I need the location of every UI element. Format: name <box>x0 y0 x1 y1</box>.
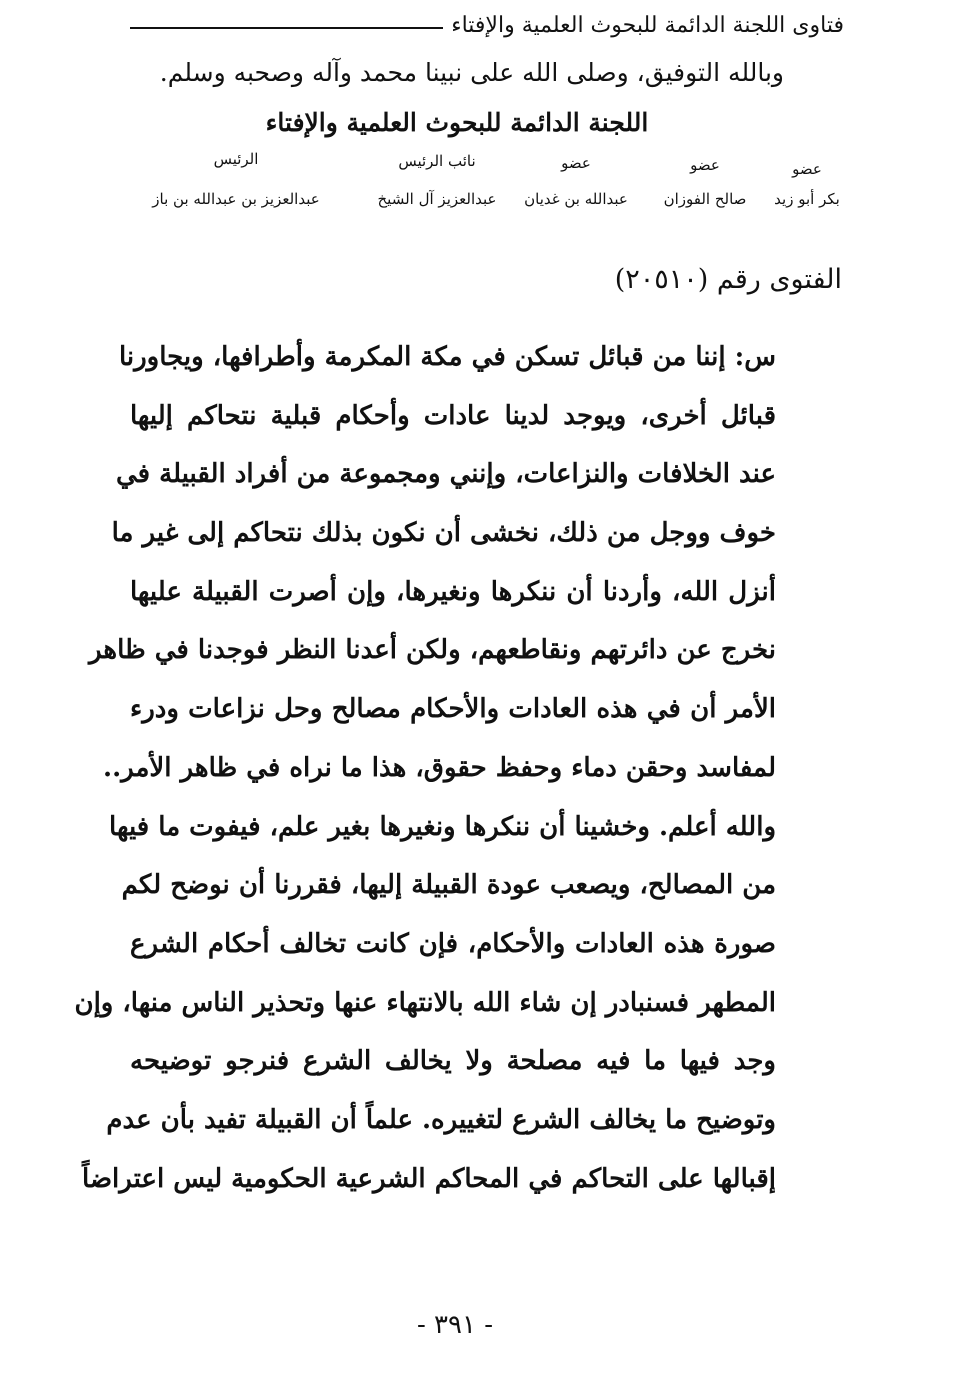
signatory <box>752 148 862 208</box>
running-header <box>130 8 844 42</box>
text-line: س: إننا من قبائل تسكن في مكة المكرمة وأطرافها، ويجاورنا <box>118 342 776 372</box>
running-title: فتاوى اللجنة الدائمة للبحوث العلمية والإفتاء <box>451 12 844 38</box>
page-number <box>0 1310 954 1340</box>
signatory <box>516 148 636 208</box>
closing-formula: وبالله التوفيق، وصلى الله على نبينا محمد وآله وصحبه وسلم. <box>159 58 784 87</box>
question-text <box>74 328 776 1208</box>
signatory-name: عبدالعزيز آل الشيخ <box>377 190 497 208</box>
signatory-role: عضو <box>561 154 591 172</box>
text-line: خوف ووجل من ذلك، نخشى أن نكون بذلك نتحاكم إلى غير ما <box>111 518 776 549</box>
signatory-role: عضو <box>690 156 720 174</box>
committee-name-text: اللجنة الدائمة للبحوث العلمية والإفتاء <box>265 108 649 137</box>
text-line: صورة هذه العادات والأحكام، فإن كانت تخالف أحكام الشرع <box>130 928 776 959</box>
text-line: إقبالها على التحاكم في المحاكم الشرعية الحكومية ليس اعتراضاً <box>82 1163 776 1194</box>
signatory-name: عبدالعزيز بن عبدالله بن باز <box>152 190 320 208</box>
signatory-name: صالح الفوزان <box>663 190 747 208</box>
text-line: وجد فيها ما فيه مصلحة ولا يخالف الشرع فنرجو توضيحه <box>130 1046 776 1077</box>
text-line: لمفاسد وحقن دماء وحفظ حقوق، هذا ما نراه في ظاهر الأمر.. <box>103 752 776 783</box>
committee-name <box>0 108 954 137</box>
signatory <box>362 148 512 208</box>
signatures-block <box>140 148 840 228</box>
signatory-name: عبدالله بن غديان <box>524 190 628 208</box>
fatwa-number: الفتوى رقم (٢٠٥١٠) <box>614 264 842 295</box>
text-line: قبائل أخرى، ويوجد لدينا عادات وأحكام قبلية نتحاكم إليها <box>130 400 776 431</box>
page-number-text: - ٣٩١ - <box>416 1310 494 1340</box>
text-line: نخرج عن دائرتهم ونقاطعهم، ولكن أعدنا النظر فوجدنا في ظاهر <box>89 635 776 666</box>
text-line: أنزل الله، وأردنا أن ننكرها ونغيرها، وإن أصرت القبيلة عليها <box>130 576 776 607</box>
signatory-name: بكر أبو زيد <box>774 190 840 208</box>
signatory-role: عضو <box>792 160 822 178</box>
text-line: من المصالح، ويصعب عودة القبيلة إليها، فقررنا أن نوضح لكم <box>121 870 776 901</box>
text-line: والله أعلم. وخشينا أن ننكرها ونغيرها بغير علم، فيفوت ما فيها <box>109 811 776 842</box>
text-line: الأمر أن في هذه العادات والأحكام مصالح وحل نزاعات ودرء <box>130 694 776 725</box>
signatory-role: نائب الرئيس <box>398 152 476 170</box>
signatory <box>136 148 336 208</box>
header-rule <box>130 27 443 29</box>
text-line: المطهر فسنبادر إن شاء الله بالانتهاء عنها وتحذير الناس منها، وإن <box>74 987 776 1018</box>
text-line: وتوضيح ما يخالف الشرع لتغييره. علماً أن القبيلة تفيد بأن عدم <box>106 1104 776 1135</box>
signatory-role: الرئيس <box>213 150 259 168</box>
signatory <box>650 148 760 208</box>
text-line: عند الخلافات والنزاعات، وإنني ومجموعة من أفراد القبيلة في <box>116 459 776 490</box>
